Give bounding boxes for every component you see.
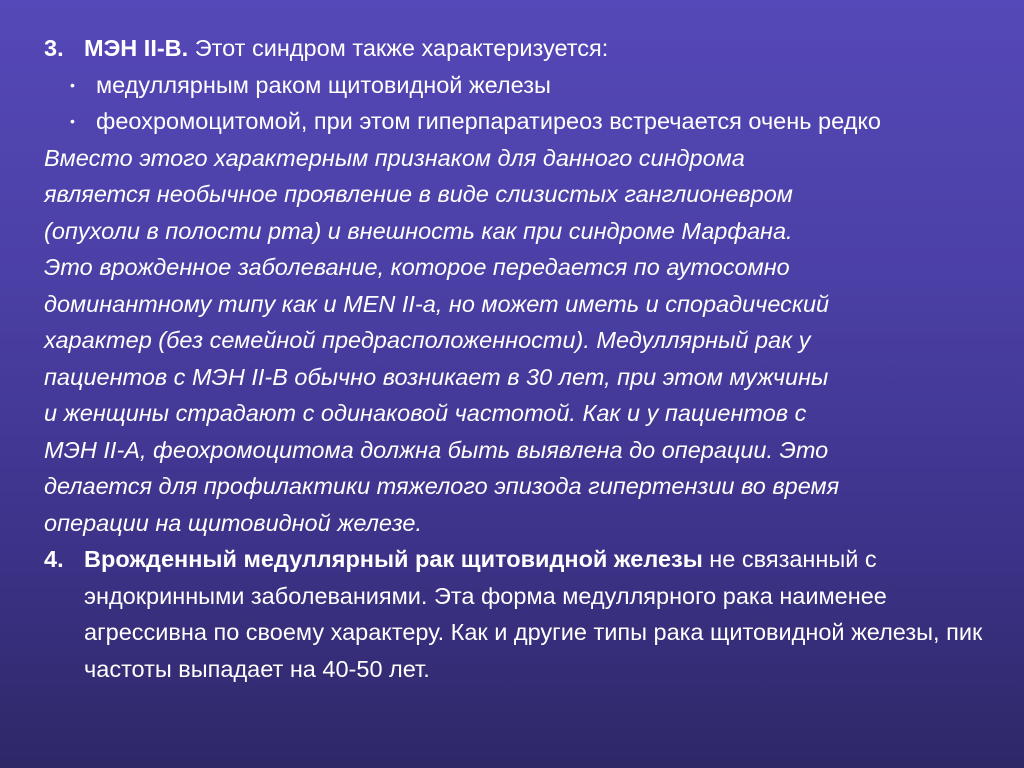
paragraph-line: операции на щитовидной железе. bbox=[44, 509, 422, 536]
bullet-text: феохромоцитомой, при этом гиперпаратиреоз встречается очень редко bbox=[96, 108, 881, 134]
paragraph-line: характер (без семейной предрасположенности). Медуллярный рак у bbox=[44, 327, 811, 353]
list-item bbox=[44, 103, 1004, 140]
item-3-number: 3. bbox=[44, 35, 64, 61]
paragraph-line: является необычное проявление в виде слизистых ганглионевром bbox=[44, 181, 793, 207]
paragraph-line: делается для профилактики тяжелого эпизода гипертензии во время bbox=[44, 473, 840, 499]
item-3-title: МЭН II-B. bbox=[84, 35, 189, 61]
paragraph-line: (опухоли в полости рта) и внешность как при синдроме Марфана. bbox=[44, 217, 793, 244]
bullet-icon: • bbox=[70, 76, 75, 93]
item-4-title: Врожденный медуллярный рак щитовидной железы bbox=[84, 546, 703, 572]
item-4-body: не связанный с эндокринными заболеваниями. Эта форма медуллярного рака наименее агрессивна по своему характеру. Как и другие типы рака щитовидной железы, пик частоты выпадает на 40-50 лет. bbox=[84, 546, 983, 682]
paragraph-line: Это врожденное заболевание, которое передается по аутосомно bbox=[44, 254, 790, 280]
paragraph-line: МЭН II-A, феохромоцитома должна быть выявлена до операции. Это bbox=[44, 436, 829, 463]
bullet-icon: • bbox=[70, 113, 75, 129]
item-4-number: 4. bbox=[44, 546, 64, 572]
bullet-text: медуллярным раком щитовидной железы bbox=[96, 71, 551, 98]
item-4 bbox=[44, 541, 1004, 687]
paragraph-line: пациентов с МЭН II-B обычно возникает в 30 лет, при этом мужчины bbox=[44, 363, 829, 390]
paragraph-line: Вместо этого характерным признаком для данного синдрома bbox=[44, 144, 745, 171]
slide-content bbox=[44, 30, 1004, 687]
list-item bbox=[44, 67, 1004, 104]
item-3-heading bbox=[44, 30, 1004, 67]
item-3-paragraph bbox=[44, 140, 1004, 542]
paragraph-line: и женщины страдают с одинаковой частотой. Как и у пациентов с bbox=[44, 400, 807, 426]
item-3-intro: Этот синдром также характеризуется: bbox=[188, 35, 609, 61]
paragraph-line: доминантному типу как и MEN II-a, но может иметь и спорадический bbox=[44, 290, 830, 317]
item-3-bullet-list bbox=[44, 67, 1004, 140]
